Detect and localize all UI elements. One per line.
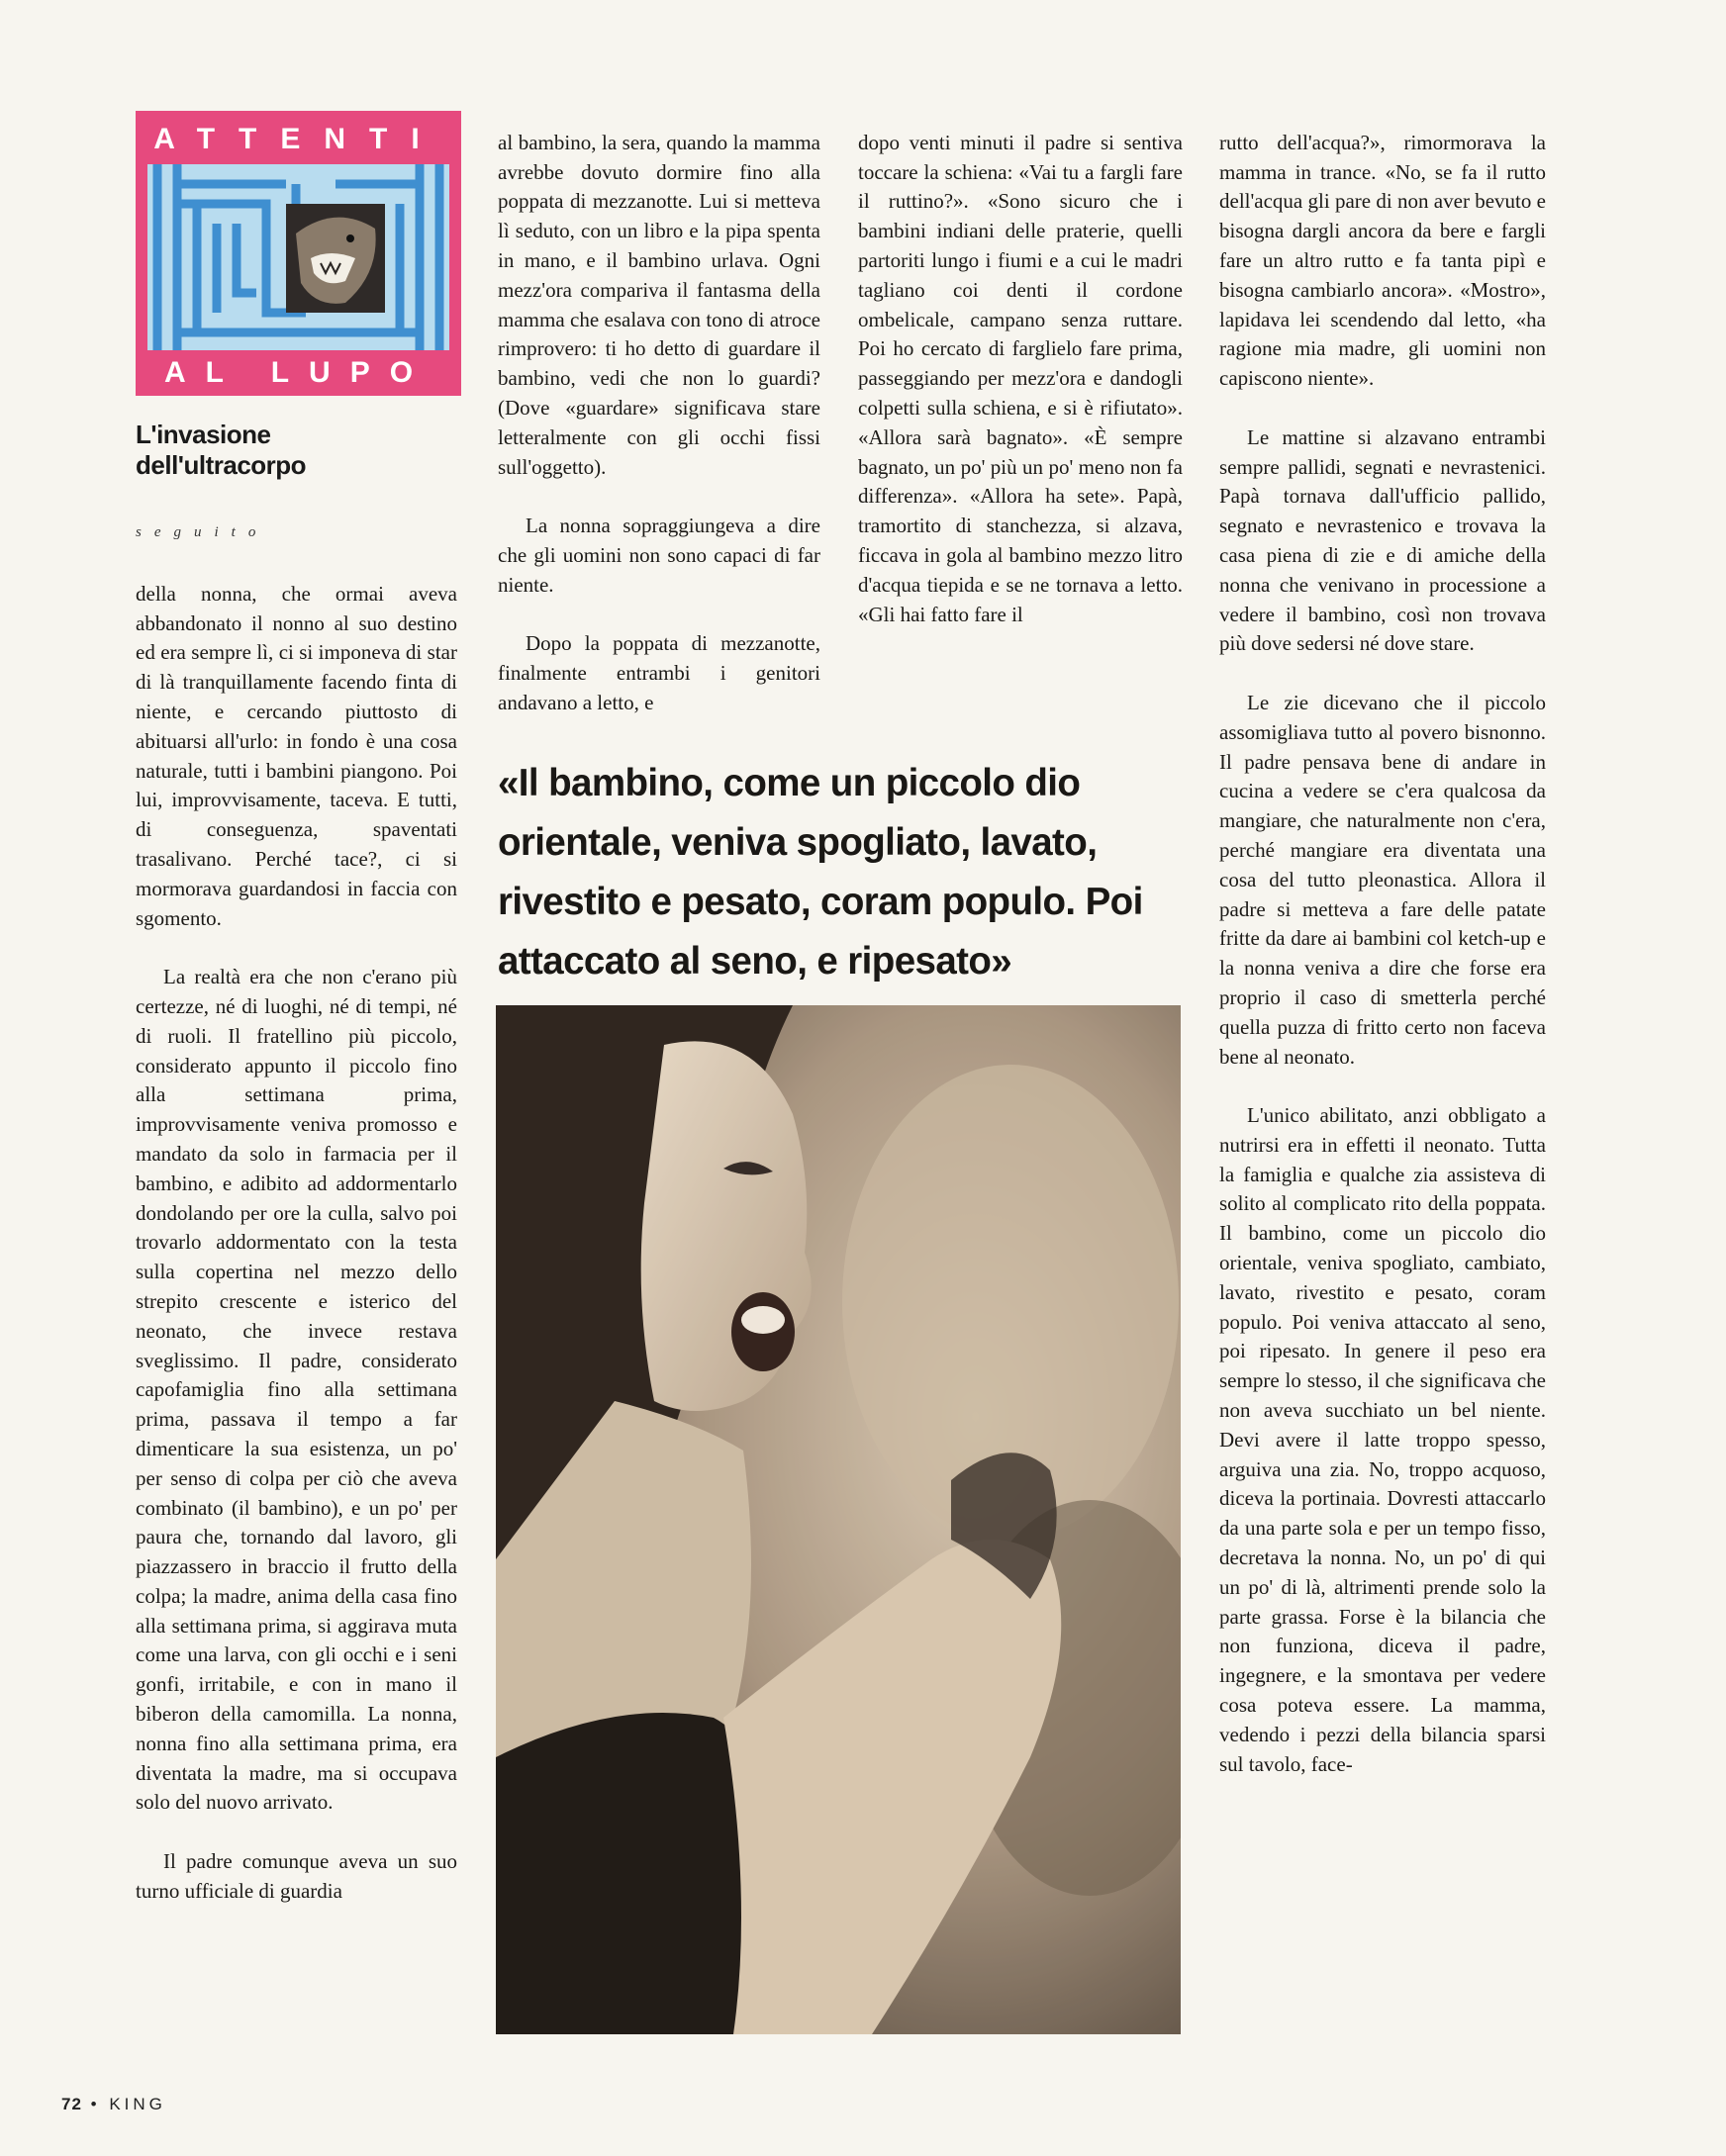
col1-paragraph-3: Il padre comunque aveva un suo turno ufficiale di guardia	[136, 1849, 457, 1903]
folio-separator: •	[90, 2095, 101, 2113]
col4-paragraph-1: rutto dell'acqua?», rimormorava la mamma in trance. «No, se fa il rutto dell'acqua gli pare di non aver bevuto e bisogna dargli ancora da bere e fargli fare un altro rutto e fa tanta pipì e bisogna cambiarlo ancora». «Mostro», lapidava lei scendendo dal letto, «ha ragione mia madre, gli uomini non capiscono niente».	[1219, 130, 1546, 391]
col2-paragraph-1: al bambino, la sera, quando la mamma avrebbe dovuto dormire fino alla poppata di mezzanotte. Lui si metteva lì seduto, con un libro e la pipa spenta in mano, e il bambino urlava. Ogni mezz'ora compariva il fantasma della mamma che esalava con tono di atroce rimprovero: ti ho detto di guardare il bambino, vedi che non lo guardi? (Dove «guardare» significava stare letteralmente con gli occhi fissi sull'oggetto).	[498, 130, 820, 479]
col4-paragraph-4: L'unico abilitato, anzi obbligato a nutrirsi era in effetti il neonato. Tutta la famiglia e qualche zia assisteva di solito al complicato rito della poppata. Il bambino, come un piccolo dio orientale, veniva spogliato, cambiato, lavato, rivestito e pesato, coram populo. Poi veniva attaccato al seno, poi ripesato. In genere il peso era sempre lo stesso, il che significava che non aveva succhiato un bel niente. Devi avere il latte troppo spesso, arguiva una zia. No, troppo acquoso, diceva la portinaia. Dovresti attaccarlo da una parte sola e per un tempo fisso, decretava la nonna. No, un po' di qui un po' di là, altrimenti prende solo la parte grassa. Forse è la bilancia che non funziona, diceva il padre, ingegnere, e la smontava per vedere cosa poteva essere. La mamma, vedendo i pezzi della bilancia sparsi sul tavolo, face-	[1219, 1103, 1546, 1776]
continued-label: seguito	[136, 524, 269, 540]
col2-paragraph-3: Dopo la poppata di mezzanotte, finalmente entrambi i genitori andavano a letto, e	[498, 631, 820, 714]
col2-paragraph-2: La nonna sopraggiungeva a dire che gli uomini non sono capaci di far niente.	[498, 514, 820, 597]
column-3	[858, 99, 1183, 659]
col4-paragraph-2: Le mattine si alzavano entrambi sempre pallidi, segnati e nevrastenici. Papà tornava dall'ufficio pallido, segnato e nevrastenico e trovava la casa piena di zie e di amiche della nonna che venivano in processione a vedere il bambino, così non trovava più dove sedersi né dove stare.	[1219, 424, 1546, 656]
column-4	[1219, 99, 1546, 1809]
page-number: 72	[61, 2095, 82, 2113]
logo-bottom-text: AL LUPO	[163, 356, 433, 389]
col1-paragraph-1: della nonna, che ormai aveva abbandonato il nonno al suo destino ed era sempre lì, ci si imponeva di star di là tranquillamente facendo finta di niente, e cercando piuttosto di abituarsi all'urlo: in fondo è una cosa naturale, tutti i bambini piangono. Poi lui, improvvisamente, taceva. E tutti, di conseguenza, spaventati trasalivano. Perché tace?, ci si mormorava guardandosi in faccia con sgomento.	[136, 581, 457, 930]
column-1	[136, 550, 457, 1935]
maze-with-wolf-illustration	[147, 164, 449, 350]
pull-quote: «Il bambino, come un piccolo dio orientale, veniva spogliato, lavato, rivestito e pesato, coram populo. Poi attaccato al seno, e ripesato»	[498, 762, 1143, 983]
section-title-line1: L'invasione	[136, 420, 271, 449]
column-2	[498, 99, 820, 748]
col4-paragraph-3: Le zie dicevano che il piccolo assomigliava tutto al povero bisnonno. Il padre pensava bene di andare in cucina a vedere se c'era qualcosa da mangiare, che naturalmente non c'era, perché mangiare era diventata una cosa del tutto pleonastica. Allora il padre si metteva a fare delle patate fritte da dare ai bambini col ketch-up e la nonna veniva a dire che forse era proprio il caso di smetterla perché quella puzza di fritto certo non faceva bene al neonato.	[1219, 690, 1546, 1069]
col3-paragraph-1: dopo venti minuti il padre si sentiva toccare la schiena: «Vai tu a fargli fare il ruttino?». «Sono sicuro che i bambini indiani delle praterie, quelli partoriti lungo i fiumi e a cui le madri tagliano coi denti il cordone ombelicale, campano senza ruttare. Poi ho cercato di farglielo fare prima, passeggiando per mezz'ora e dandogli colpetti sulla schiena, e si è rifiutato». «Allora sarà bagnato». «È sempre bagnato, un po' più un po' meno non fa differenza». «Allora ha sete». Papà, tramortito di stanchezza, si alzava, ficcava in gola al bambino mezzo litro d'acqua tiepida e se ne tornava a letto. «Gli hai fatto fare il	[858, 130, 1183, 626]
magazine-name: KING	[109, 2095, 166, 2113]
section-title-line2: dell'ultracorpo	[136, 450, 307, 480]
column-logo	[136, 111, 461, 396]
col1-paragraph-2: La realtà era che non c'erano più certezze, né di luoghi, né di tempi, né di ruoli. Il fratellino più piccolo, considerato appunto il piccolo fino alla settimana prima, improvvisamente veniva promosso e mandato da solo in farmacia per il bambino, e adibito ad addormentarlo dondolando per ore la culla, salvo poi trovarlo addormentato con la testa sulla copertina nel mezzo dello strepito crescente e isterico del neonato, che invece restava sveglissimo. Il padre, considerato capofamiglia fino alla settimana prima, passava il tempo a far dimenticare la sua esistenza, un po' per senso di colpa per ciò che aveva combinato (il bambino), e un po' per paura che, tornando dal lavoro, gli piazzassero in braccio il frutto della colpa; la madre, anima della casa fino alla settimana prima, si aggirava muta come una larva, con gli occhi e i seni gonfi, irritabile, e con in mano il biberon della camomilla. La nonna, nonna fino alla settimana prima, era diventata la madre, ma si occupava solo del nuovo arrivato.	[136, 965, 457, 1815]
logo-top-text: ATTENTI	[153, 123, 443, 155]
photo-image	[496, 1005, 1181, 2034]
section-title	[136, 420, 432, 481]
page-folio	[61, 2095, 166, 2114]
photo-woman-shouting	[496, 1005, 1181, 2034]
